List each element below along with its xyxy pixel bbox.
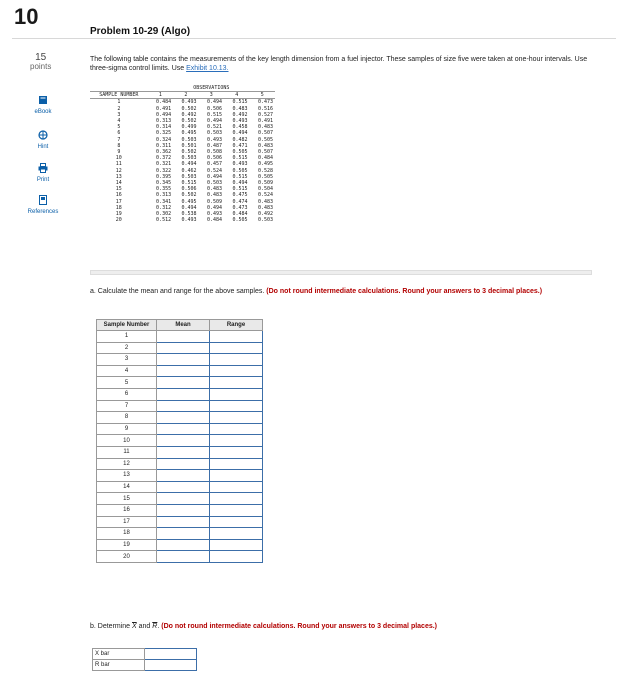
part-a-answer-table (96, 319, 263, 563)
exhibit-observation: 0.504 (257, 186, 273, 193)
exhibit-observation: 0.509 (206, 198, 223, 205)
references-label: References (27, 209, 59, 215)
obs-col-header: 4 (224, 92, 249, 99)
mean-input[interactable] (157, 354, 210, 366)
exhibit-observation: 0.516 (257, 105, 273, 112)
mean-input[interactable] (157, 539, 210, 551)
exhibit-observation: 0.538 (181, 211, 197, 218)
exhibit-observation: 0.474 (232, 198, 248, 205)
exhibit-observation: 0.521 (206, 124, 223, 131)
exhibit-row (90, 161, 275, 167)
exhibit-observation: 0.515 (181, 180, 197, 187)
exhibit-row (90, 217, 275, 223)
hint-icon (38, 130, 48, 140)
range-input[interactable] (210, 481, 263, 493)
exhibit-observation: 0.527 (257, 111, 273, 118)
r-bar-label: R bar (93, 660, 145, 671)
mean-col-header: Mean (157, 320, 210, 331)
print-icon (38, 163, 48, 173)
exhibit-sample-number: 17 (115, 198, 122, 205)
exhibit-observation: 0.483 (206, 192, 223, 199)
hint-label: Hint (37, 144, 49, 150)
exhibit-observation: 0.524 (257, 192, 273, 199)
exhibit-observation: 0.484 (232, 211, 248, 218)
part-b-answer-table (92, 648, 197, 671)
exhibit-sample-number: 1 (117, 99, 121, 106)
exhibit-observation: 0.528 (257, 167, 273, 174)
sample-number-cell: 9 (97, 423, 157, 435)
sample-number-cell: 5 (97, 377, 157, 389)
range-input[interactable] (210, 516, 263, 528)
part-b-suffix: . (157, 623, 162, 630)
answer-row (97, 365, 263, 377)
exhibit-observation: 0.495 (257, 161, 273, 168)
exhibit-observation: 0.483 (257, 204, 273, 211)
sample-number-col-header: Sample Number (97, 320, 157, 331)
print-button[interactable] (27, 163, 59, 183)
exhibit-observation: 0.487 (206, 142, 223, 149)
exhibit-observation: 0.322 (156, 167, 172, 174)
x-bar-symbol: $\overline{X}$ (132, 623, 137, 630)
answer-row (97, 539, 263, 551)
exhibit-observation: 0.345 (156, 180, 172, 187)
exhibit-observation: 0.515 (232, 186, 248, 193)
exhibit-link[interactable]: Exhibit 10.13. (186, 65, 229, 72)
answer-row (97, 377, 263, 389)
exhibit-observation: 0.493 (206, 136, 223, 143)
exhibit-observation: 0.302 (156, 211, 172, 218)
exhibit-sample-number: 7 (117, 136, 121, 143)
answer-row (97, 342, 263, 354)
exhibit-row (90, 192, 275, 198)
sample-number-cell: 20 (97, 551, 157, 563)
exhibit-observation: 0.311 (156, 142, 172, 149)
exhibit-observation: 0.483 (232, 105, 248, 112)
answer-row (97, 435, 263, 447)
exhibit-table (90, 85, 275, 273)
book-icon (38, 95, 48, 105)
horizontal-scrollbar[interactable] (90, 270, 592, 275)
exhibit-observation: 0.495 (181, 130, 197, 137)
range-input[interactable] (210, 388, 263, 400)
mean-input[interactable] (157, 470, 210, 482)
exhibit-observation: 0.494 (156, 111, 172, 118)
mean-input[interactable] (157, 342, 210, 354)
answer-row (97, 528, 263, 540)
points-box (30, 53, 51, 71)
part-a-text: a. Calculate the mean and range for the above samples. (90, 288, 267, 295)
exhibit-observation: 0.483 (206, 186, 223, 193)
exhibit-observation: 0.492 (257, 211, 273, 218)
exhibit-sample-number: 9 (117, 149, 121, 156)
exhibit-observation: 0.503 (181, 136, 197, 143)
part-a-prompt (90, 287, 590, 296)
exhibit-sample-number: 4 (117, 118, 121, 125)
range-col-header: Range (210, 320, 263, 331)
obs-col-header: 5 (250, 92, 275, 99)
print-label: Print (36, 177, 50, 183)
exhibit-observation: 0.313 (156, 118, 172, 125)
range-input[interactable] (210, 365, 263, 377)
exhibit-observation: 0.494 (181, 161, 197, 168)
exhibit-sample-number: 8 (117, 142, 121, 149)
answer-row (97, 423, 263, 435)
range-input[interactable] (210, 504, 263, 516)
exhibit-observation: 0.482 (232, 136, 248, 143)
problem-intro (90, 55, 590, 73)
exhibit-observation: 0.313 (156, 192, 172, 199)
exhibit-observation: 0.494 (206, 173, 223, 180)
exhibit-observation: 0.515 (206, 111, 223, 118)
sample-number-cell: 3 (97, 354, 157, 366)
exhibit-observation: 0.484 (206, 217, 223, 224)
part-b-instruction: (Do not round intermediate calculations. Round your answers to 3 decimal places.) (161, 623, 438, 630)
exhibit-sample-number: 11 (115, 161, 122, 168)
exhibit-observation: 0.492 (232, 111, 248, 118)
exhibit-observation: 0.501 (181, 142, 197, 149)
exhibit-observation: 0.395 (156, 173, 172, 180)
exhibit-observation: 0.505 (232, 149, 248, 156)
exhibit-observation: 0.505 (232, 167, 248, 174)
hint-button[interactable] (27, 130, 59, 150)
sample-number-cell: 10 (97, 435, 157, 447)
exhibit-observation: 0.494 (181, 204, 197, 211)
exhibit-observation: 0.462 (181, 167, 197, 174)
r-bar-input[interactable] (145, 660, 197, 671)
points-value: 15 (35, 52, 47, 63)
x-bar-input[interactable] (145, 649, 197, 660)
exhibit-sample-number: 2 (117, 105, 121, 112)
exhibit-row (90, 130, 275, 136)
sample-number-cell: 16 (97, 504, 157, 516)
references-button[interactable] (27, 195, 59, 215)
sample-number-cell: 19 (97, 539, 157, 551)
exhibit-row (90, 199, 275, 205)
mean-input[interactable] (157, 446, 210, 458)
range-input[interactable] (210, 331, 263, 343)
mean-input[interactable] (157, 516, 210, 528)
exhibit-observation: 0.493 (181, 99, 197, 106)
exhibit-sample-number: 14 (115, 180, 122, 187)
answer-row (97, 446, 263, 458)
mean-input[interactable] (157, 423, 210, 435)
answer-row (97, 493, 263, 505)
part-b-and: and (136, 623, 153, 630)
exhibit-observation: 0.483 (257, 124, 273, 131)
sample-number-cell: 11 (97, 446, 157, 458)
answer-row (97, 331, 263, 343)
sample-number-header: SAMPLE NUMBER (90, 92, 148, 99)
exhibit-observation: 0.492 (181, 111, 197, 118)
range-input[interactable] (210, 377, 263, 389)
exhibit-sample-number: 16 (115, 192, 122, 199)
exhibit-observation: 0.502 (181, 118, 197, 125)
exhibit-observation: 0.515 (232, 99, 248, 106)
exhibit-observation: 0.471 (232, 142, 248, 149)
ebook-label: eBook (34, 109, 52, 115)
problem-title: Problem 10-29 (Algo) (90, 26, 191, 37)
exhibit-observation: 0.483 (257, 142, 273, 149)
exhibit-observation: 0.314 (156, 124, 172, 131)
exhibit-observation: 0.494 (232, 130, 248, 137)
header-divider (12, 38, 616, 39)
exhibit-row (90, 137, 275, 143)
sample-number-cell: 14 (97, 481, 157, 493)
range-input[interactable] (210, 400, 263, 412)
obs-col-header: 3 (199, 92, 224, 99)
sample-number-cell: 8 (97, 412, 157, 424)
exhibit-row (90, 106, 275, 112)
mean-input[interactable] (157, 504, 210, 516)
answer-row (97, 481, 263, 493)
exhibit-observation: 0.499 (181, 124, 197, 131)
exhibit-observation: 0.484 (156, 99, 172, 106)
exhibit-observation: 0.494 (232, 180, 248, 187)
range-input[interactable] (210, 470, 263, 482)
mean-input[interactable] (157, 365, 210, 377)
exhibit-observation: 0.484 (257, 155, 273, 162)
exhibit-observation: 0.325 (156, 130, 172, 137)
mean-input[interactable] (157, 331, 210, 343)
intro-text: The following table contains the measurements of the key length dimension from a fuel injector. These samples of size five were taken at one-hour intervals. Use three-sigma control limits. Use (90, 56, 588, 72)
mean-input[interactable] (157, 528, 210, 540)
sample-number-cell: 15 (97, 493, 157, 505)
exhibit-observation: 0.475 (232, 192, 248, 199)
exhibit-observation: 0.512 (156, 217, 172, 224)
exhibit-observation: 0.493 (206, 211, 223, 218)
exhibit-row (90, 99, 275, 106)
exhibit-observation: 0.457 (206, 161, 223, 168)
mean-input[interactable] (157, 388, 210, 400)
range-input[interactable] (210, 435, 263, 447)
mean-input[interactable] (157, 551, 210, 563)
exhibit-sample-number: 18 (115, 204, 122, 211)
exhibit-observation: 0.509 (257, 180, 273, 187)
answer-row (97, 458, 263, 470)
exhibit-observation: 0.515 (232, 173, 248, 180)
exhibit-observation: 0.362 (156, 149, 172, 156)
sample-number-cell: 13 (97, 470, 157, 482)
exhibit-sample-number: 12 (115, 167, 122, 174)
sample-number-cell: 2 (97, 342, 157, 354)
obs-col-header: 2 (173, 92, 198, 99)
observations-header: OBSERVATIONS (148, 85, 275, 92)
exhibit-sample-number: 10 (115, 155, 122, 162)
mean-input[interactable] (157, 481, 210, 493)
sample-number-cell: 4 (97, 365, 157, 377)
exhibit-observation: 0.494 (206, 204, 223, 211)
exhibit-observation: 0.372 (156, 155, 172, 162)
exhibit-observation: 0.515 (232, 155, 248, 162)
points-label: points (30, 62, 52, 71)
sample-number-cell: 1 (97, 331, 157, 343)
answer-row (97, 551, 263, 563)
mean-input[interactable] (157, 400, 210, 412)
range-input[interactable] (210, 551, 263, 563)
ebook-button[interactable] (27, 95, 59, 115)
exhibit-observation: 0.473 (232, 204, 248, 211)
exhibit-observation: 0.506 (206, 105, 223, 112)
mean-input[interactable] (157, 458, 210, 470)
exhibit-observation: 0.491 (257, 118, 273, 125)
answer-row (97, 354, 263, 366)
range-input[interactable] (210, 423, 263, 435)
part-a-instruction: (Do not round intermediate calculations. Round your answers to 3 decimal places.) (266, 288, 543, 295)
exhibit-sample-number: 13 (115, 173, 122, 180)
sample-number-cell: 6 (97, 388, 157, 400)
exhibit-sample-number: 19 (115, 211, 122, 218)
exhibit-observation: 0.493 (232, 161, 248, 168)
references-icon (38, 195, 48, 205)
mean-input[interactable] (157, 377, 210, 389)
exhibit-observation: 0.341 (156, 198, 172, 205)
exhibit-observation: 0.507 (257, 130, 273, 137)
part-b-prefix: b. Determine (90, 623, 133, 630)
exhibit-observation: 0.495 (181, 198, 197, 205)
range-input[interactable] (210, 458, 263, 470)
exhibit-observation: 0.355 (156, 186, 172, 193)
exhibit-observation: 0.503 (206, 130, 223, 137)
mean-input[interactable] (157, 412, 210, 424)
exhibit-observation: 0.506 (206, 155, 223, 162)
exhibit-observation: 0.506 (181, 186, 197, 193)
answer-row (97, 516, 263, 528)
exhibit-observation: 0.491 (156, 105, 172, 112)
exhibit-sample-number: 5 (117, 124, 121, 131)
answer-row (97, 400, 263, 412)
part-b-prompt (90, 622, 610, 631)
question-number: 10 (14, 4, 39, 29)
range-input[interactable] (210, 528, 263, 540)
exhibit-observation: 0.505 (257, 173, 273, 180)
exhibit-sample-number: 6 (117, 130, 121, 137)
mean-input[interactable] (157, 493, 210, 505)
r-bar-symbol: $\overline{R}$ (152, 623, 158, 630)
exhibit-row (90, 168, 275, 174)
exhibit-observation: 0.458 (232, 124, 248, 131)
exhibit-sample-number: 3 (117, 111, 121, 118)
range-input[interactable] (210, 539, 263, 551)
exhibit-observation: 0.502 (181, 192, 197, 199)
exhibit-observation: 0.505 (257, 136, 273, 143)
exhibit-sample-number: 20 (115, 217, 122, 224)
exhibit-observation: 0.493 (232, 118, 248, 125)
exhibit-observation: 0.494 (206, 118, 223, 125)
exhibit-observation: 0.524 (206, 167, 223, 174)
exhibit-observation: 0.503 (257, 217, 273, 224)
exhibit-observation: 0.493 (181, 217, 197, 224)
exhibit-observation: 0.312 (156, 204, 172, 211)
exhibit-observation: 0.321 (156, 161, 172, 168)
exhibit-observation: 0.503 (181, 155, 197, 162)
exhibit-observation: 0.483 (257, 198, 273, 205)
answer-row (97, 412, 263, 424)
exhibit-observation: 0.324 (156, 136, 172, 143)
sample-number-cell: 12 (97, 458, 157, 470)
exhibit-observation: 0.503 (206, 180, 223, 187)
exhibit-observation: 0.505 (232, 217, 248, 224)
answer-row (97, 504, 263, 516)
range-input[interactable] (210, 354, 263, 366)
sample-number-cell: 7 (97, 400, 157, 412)
sample-number-cell: 17 (97, 516, 157, 528)
range-input[interactable] (210, 446, 263, 458)
exhibit-observation: 0.473 (257, 99, 273, 106)
exhibit-observation: 0.507 (257, 149, 273, 156)
sample-number-cell: 18 (97, 528, 157, 540)
answer-row (97, 470, 263, 482)
answer-row (97, 388, 263, 400)
obs-col-header: 1 (148, 92, 173, 99)
range-input[interactable] (210, 493, 263, 505)
exhibit-observation: 0.502 (181, 105, 197, 112)
x-bar-label: X bar (93, 649, 145, 660)
exhibit-sample-number: 15 (115, 186, 122, 193)
mean-input[interactable] (157, 435, 210, 447)
exhibit-observation: 0.502 (181, 149, 197, 156)
range-input[interactable] (210, 342, 263, 354)
exhibit-observation: 0.503 (181, 173, 197, 180)
exhibit-observation: 0.494 (206, 99, 223, 106)
range-input[interactable] (210, 412, 263, 424)
exhibit-observation: 0.508 (206, 149, 223, 156)
